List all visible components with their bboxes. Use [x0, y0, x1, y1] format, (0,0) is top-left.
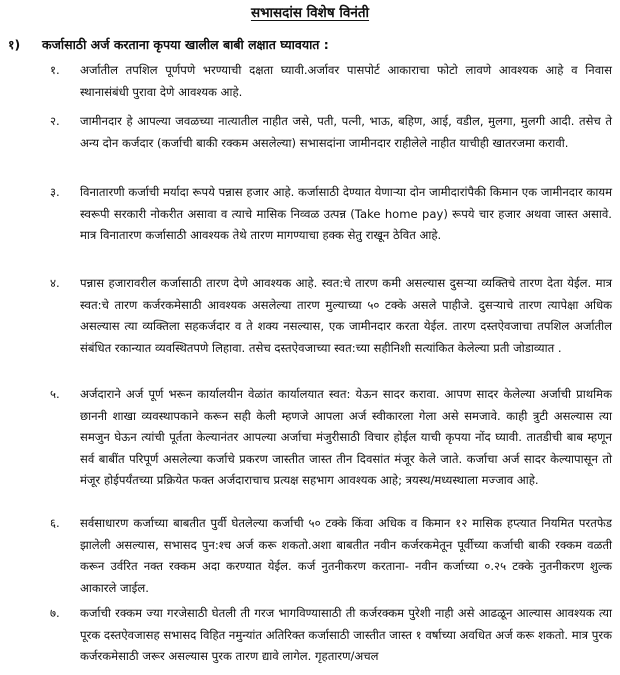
item-text: कर्जाची रक्कम ज्या गरजेसाठी घेतली ती गरज भागविण्यासाठी ती कर्जरक्कम पुरेशी नाही असे आढळून आल्यास आवश्यक त्या पूरक दस्तऐवजासह सभासद विहित नमुन्यांत अतिरिक्त कर्जासाठी जास्तीत जास्त १ वर्षाच्या अवधित अर्ज करू शकतो. मात्र पुरक कर्जरकमेसाठी जरूर असल्यास पुरक तारण द्यावे लागेल. गृहतारण/अचल: [80, 606, 613, 663]
item-number: १.: [50, 63, 60, 77]
item-number: ६.: [50, 516, 60, 530]
item-text: अर्जातील तपशिल पूर्णपणे भरण्याची दक्षता घ्यावी.अर्जावर पासपोर्ट आकाराचा फोटो लावणे आवश्यक आहे व निवास स्थानासंबंधी पुरावा देणे आवश्यक आहे.: [80, 63, 612, 99]
item-text: सर्वसाधारण कर्जाच्या बाबतीत पुर्वी घेतलेल्या कर्जाची ५० टक्के किंवा अधिक व किमान १२ मासिक हप्त्यात नियमित परतफेड झालेली असल्यास, सभासद पुन:श्च अर्ज करू शकतो.अशा बाबतीत नवीन कर्जरकमेतून पूर्वीच्या कर्जाची बाकी रक्कम वळती करून उर्वरित नक्त रक्कम अदा करण्यात येईल. कर्ज नुतनीकरण करताना- नवीन कर्जाच्या ०.२५ टक्के नुतनीकरण शुल्क आकारले जाईल.: [80, 516, 612, 595]
item-number: २.: [50, 114, 60, 128]
item-number: ५.: [50, 387, 60, 401]
item-text: जामीनदार हे आपल्या जवळच्या नात्यातील नाहीत जसे, पती, पत्नी, भाऊ, बहिण, आई, वडील, मुलगा, मुलगी आदी. तसेच ते अन्य दोन कर्जदार (कर्जाची बाकी रक्कम असलेल्या) सभासदांना जामीनदार राहीलेले नाहीत याचीही खातरजमा करावी.: [80, 114, 612, 150]
item-number: ७.: [50, 606, 60, 620]
item-text: पन्नास हजारावरील कर्जासाठी तारण देणे आवश्यक आहे. स्वत:चे तारण कमी असल्यास दुसऱ्या व्यक्तिचे तारण देता येईल. मात्र स्वत:चे तारण कर्जरकमेसाठी आवश्यक असलेल्या तारण मुल्याच्या ५० टक्के असले पाहीजे. दुसऱ्याचे तारण त्यापेक्षा अधिक असल्यास त्या व्यक्तिला सहकर्जदार व ते शक्य नसल्यास, एक जामीनदार करता येईल. तारण दस्तऐवजाचा तपशिल अर्जातील संबंधित रकान्यात व्यवस्थितपणे लिहावा. तसेच दस्तऐवजाच्या स्वत:च्या सहीनिशी सत्यांकित केलेल्या प्रती जोडाव्यात .: [80, 276, 612, 355]
item-text: विनातारणी कर्जाची मर्यादा रूपये पन्नास हजार आहे. कर्जासाठी देण्यात येणाऱ्या दोन जामीदारांपैकी किमान एक जामीनदार कायम स्वरूपी सरकारी नोकरीत असावा व त्याचे मासिक निव्वळ उत्पन्न (Take home pay) रूपये चार हजार अथवा जास्त असावे. मात्र विनातारण कर्जासाठी आवश्यक तेथे तारण मागण्याचा हक्क सेतु राखून ठेवित आहे.: [80, 185, 612, 242]
item-text: अर्जदाराने अर्ज पूर्ण भरून कार्यालयीन वेळांत कार्यालयात स्वत: येऊन सादर करावा. आपण सादर केलेल्या अर्जाची प्राथमिक छाननी शाखा व्यवस्थापकाने करून सही केली म्हणजे आपला अर्ज स्वीकारला गेला असे समजावे. काही त्रुटी असल्यास त्या समजुन घेऊन त्यांची पूर्तता केल्यानंतर आपल्या अर्जाचा मंजुरीसाठी विचार होईल याची कृपया नोंद घ्यावी. तातडीची बाब म्हणून सर्व बाबींत परिपूर्ण असलेल्या कर्जाचे प्रकरण जास्तीत जास्त तीन दिवसांत मंजूर केले जाते. कर्जाचा अर्ज सादर केल्यापासून तो मंजूर होईपर्यंतच्या प्रक्रियेत फक्त अर्जदाराचाच प्रत्यक्ष सहभाग आवश्यक आहे; त्रयस्थ/मध्यस्थाला मज्जाव आहे.: [80, 387, 612, 487]
item-number: ४.: [50, 276, 60, 290]
section-heading: कर्जासाठी अर्ज करताना कृपया खालील बाबी लक्षात घ्यावयात :: [42, 37, 329, 52]
page-title: सभासदांस विशेष विनंती: [250, 5, 370, 21]
item-number: ३.: [50, 185, 60, 199]
section-number: १): [8, 37, 21, 52]
